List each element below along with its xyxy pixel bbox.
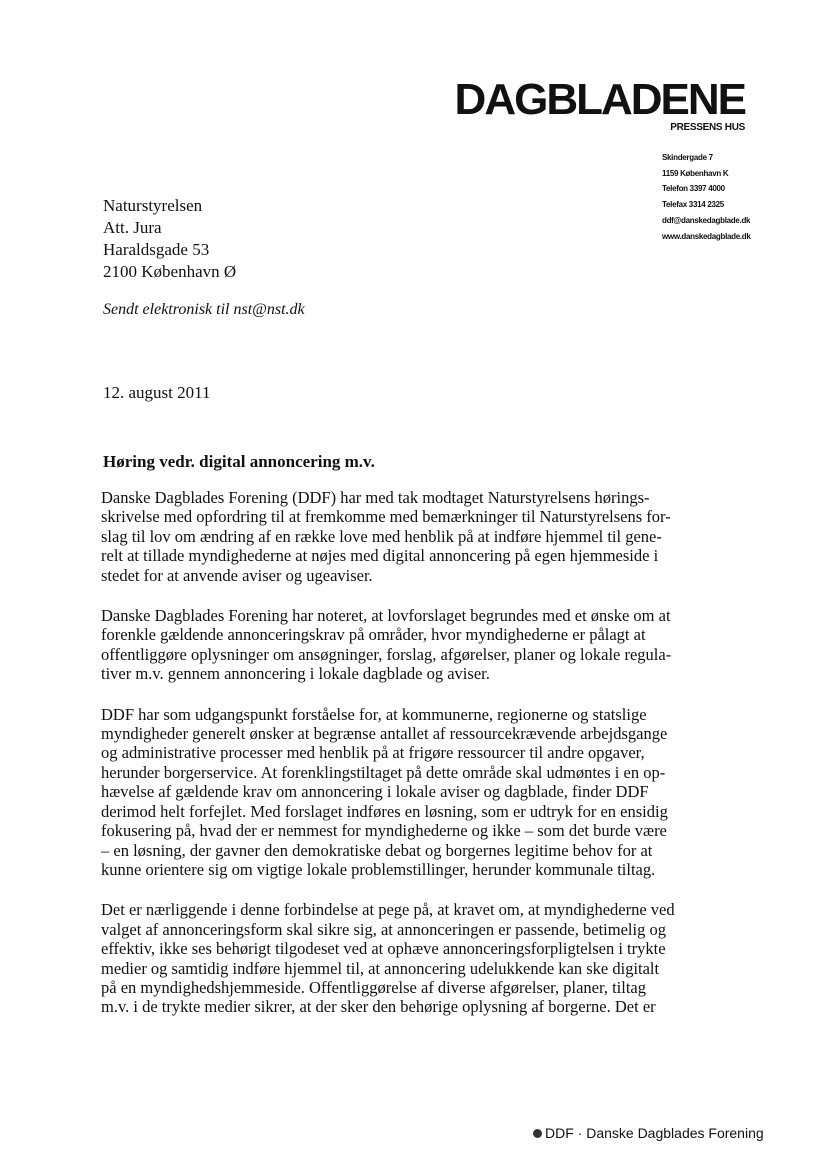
paragraph-line: kunne orientere sig om vigtige lokale problemstillinger, herunder kommunale tiltag. <box>101 859 656 879</box>
paragraph-line: slag til lov om ændring af en række love med henblik på at indføre hjemmel til gene- <box>101 526 662 546</box>
paragraph-line: effektiv, ikke ses behørigt tilgodeset ved at ophæve annonceringsforpligtelsen i trykte <box>101 939 666 959</box>
recipient-city: 2100 København Ø <box>103 262 237 281</box>
letter-subject: Høring vedr. digital annoncering m.v. <box>103 452 375 471</box>
sender-street: Skindergade 7 <box>662 153 713 162</box>
paragraph-line: derimod helt forfejlet. Med forslaget indføres en løsning, som er udtryk for en ensidig <box>101 801 668 821</box>
paragraph-4 <box>101 900 741 1016</box>
paragraph-line: – en løsning, der gavner den demokratiske debat og borgernes legitime behov for at <box>101 840 653 860</box>
footer-text: DDF · Danske Dagblades Forening <box>545 1125 764 1141</box>
sender-city: 1159 København K <box>662 168 729 178</box>
letter-footer <box>533 1125 764 1141</box>
paragraph-line: Det er nærliggende i denne forbindelse at pege på, at kravet om, at myndighederne ved <box>101 900 675 920</box>
paragraph-line: Danske Dagblades Forening har noteret, at lovforslaget begrundes med et ønske om at <box>101 606 671 626</box>
paragraph-line: stedet for at anvende aviser og ugeaviser. <box>101 565 373 585</box>
logo-subtitle: PRESSENS HUS <box>670 122 745 133</box>
paragraph-1 <box>101 488 741 585</box>
paragraph-2 <box>101 606 741 684</box>
recipient-address <box>103 195 236 283</box>
paragraph-line: tiver m.v. gennem annoncering i lokale dagblade og aviser. <box>101 664 490 684</box>
paragraph-line: hævelse af gældende krav om annoncering i lokale aviser og dagblade, finder DDF <box>101 782 649 802</box>
sender-phone: Telefon 3397 4000 <box>662 184 725 194</box>
paragraph-line: DDF har som udgangspunkt forståelse for, at kommunerne, regionerne og statslige <box>101 704 647 724</box>
paragraph-line: relt at tillade myndighederne at nøjes med digital annoncering på egen hjemmeside i <box>101 546 659 566</box>
paragraph-line: herunder borgerservice. At forenklingstiltaget på dette område skal udmøntes i en op- <box>101 762 666 782</box>
recipient-name: Naturstyrelsen <box>103 196 203 215</box>
paragraph-line: fokusering på, hvad der er nemmest for myndighederne og ikke – som det burde være <box>101 821 667 841</box>
paragraph-line: skrivelse med opfordring til at fremkomme med bemærkninger til Naturstyrelsens for- <box>101 507 671 527</box>
paragraph-3 <box>101 705 741 880</box>
recipient-street: Haraldsgade 53 <box>103 240 210 259</box>
recipient-attention: Att. Jura <box>103 218 162 237</box>
logo-wordmark: DAGBLADENE <box>454 75 745 124</box>
paragraph-line: m.v. i de trykte medier sikrer, at der sker den behørige oplysning af borgerne. Det er <box>101 997 656 1017</box>
sender-contact-block <box>662 150 751 244</box>
paragraph-line: forenkle gældende annonceringskrav på områder, hvor myndighederne er pålagt at <box>101 625 646 645</box>
letterhead-logo <box>454 75 745 133</box>
paragraph-line: myndigheder generelt ønsker at begrænse antallet af ressourcekrævende arbejdsgange <box>101 724 668 744</box>
sender-fax: Telefax 3314 2325 <box>662 200 724 210</box>
sender-email: ddf@danskedagblade.dk <box>662 215 751 225</box>
letter-date: 12. august 2011 <box>103 383 211 402</box>
bullet-dot-icon <box>533 1129 542 1138</box>
paragraph-line: medier og samtidig indføre hjemmel til, at annoncering udelukkende kan ske digitalt <box>101 958 660 978</box>
sender-website: www.danskedagblade.dk <box>662 231 751 241</box>
paragraph-line: valget af annonceringsform skal sikre sig, at annonceringen er passende, betimelig og <box>101 919 666 939</box>
sent-electronically-note: Sendt elektronisk til nst@nst.dk <box>103 301 305 318</box>
paragraph-line: og administrative processer med henblik på at frigøre ressourcer til andre opgaver, <box>101 743 645 763</box>
paragraph-line: Danske Dagblades Forening (DDF) har med tak modtaget Naturstyrelsens hørings- <box>101 488 650 507</box>
paragraph-line: på en myndighedshjemmeside. Offentliggørelse af diverse afgørelser, planer, tiltag <box>101 977 646 997</box>
letter-body <box>101 488 741 1038</box>
paragraph-line: offentliggøre oplysninger om ansøgninger, forslag, afgørelser, planer og lokale regula- <box>101 644 672 664</box>
